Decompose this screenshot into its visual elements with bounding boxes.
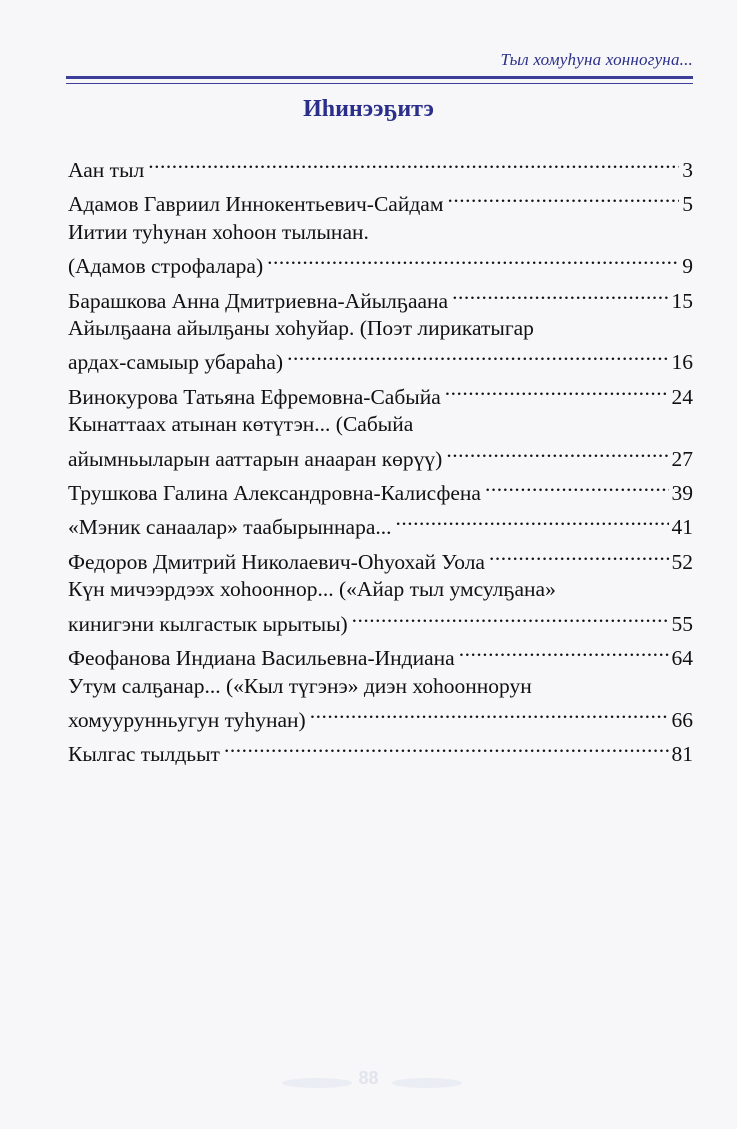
- toc-entry: [68, 473, 693, 507]
- page-number: 88: [358, 1068, 379, 1088]
- toc-entry: [68, 281, 693, 315]
- toc-entry-line: [68, 150, 693, 184]
- toc-entry-title: Федоров Дмитрий Николаевич-Оһуохай Уола: [68, 549, 485, 574]
- toc-entry-title: (Адамов строфалара): [68, 254, 264, 279]
- toc-entry: [68, 542, 693, 576]
- toc-entry: [68, 315, 693, 377]
- table-of-contents: [68, 150, 693, 769]
- toc-entry-title-line: Күн мичээрдээх хоһооннор... («Айар тыл умсулҕана»: [68, 577, 556, 602]
- dot-leader: [452, 281, 668, 308]
- toc-entry: [68, 219, 693, 281]
- toc-entry-title: хомуурунньугун туһунан): [68, 707, 306, 732]
- dot-leader: [489, 542, 669, 569]
- toc-entry-line: [68, 638, 693, 672]
- dot-leader: [287, 342, 668, 369]
- toc-entry-line: [68, 439, 693, 473]
- toc-page-number: 39: [671, 481, 693, 506]
- dot-leader: [459, 638, 669, 665]
- dot-leader: [446, 439, 668, 466]
- running-header: Тыл хомуһуна хонногуна...: [500, 50, 693, 69]
- toc-entry: [68, 576, 693, 638]
- toc-entry-title: «Мэник санаалар» таабырыннара...: [68, 515, 392, 540]
- toc-entry: [68, 734, 693, 768]
- toc-entry: [68, 150, 693, 184]
- toc-page-number: 66: [671, 707, 693, 732]
- dot-leader: [352, 604, 669, 631]
- toc-entry-title: Барашкова Анна Дмитриевна-Айылҕаана: [68, 288, 449, 313]
- toc-entry-line: [68, 604, 693, 638]
- toc-entry-line: [68, 342, 693, 376]
- toc-entry: [68, 673, 693, 735]
- toc-entry-line: [68, 281, 693, 315]
- toc-entry-title: айымньыларын ааттарын анааран көрүү): [68, 446, 443, 471]
- toc-page-number: 55: [671, 611, 693, 636]
- dot-leader: [445, 377, 669, 404]
- toc-entry-title-line: Кынаттаах атынан көтүтэн... (Сабыйа: [68, 412, 414, 437]
- toc-entry: [68, 507, 693, 541]
- dot-leader: [267, 246, 679, 273]
- toc-entry: [68, 184, 693, 218]
- toc-page-number: 81: [671, 742, 693, 767]
- toc-page-number: 52: [671, 549, 693, 574]
- toc-entry-line: [68, 700, 693, 734]
- toc-entry-title: Феофанова Индиана Васильевна-Индиана: [68, 646, 455, 671]
- toc-entry-title: ардах-самыыр убараһа): [68, 350, 284, 375]
- toc-page-number: 16: [671, 350, 693, 375]
- toc-entry-title-line: Иитии туһунан хоһоон тылынан.: [68, 219, 369, 244]
- toc-entry-title: Трушкова Галина Александровна-Калисфена: [68, 481, 481, 506]
- toc-entry-title: Винокурова Татьяна Ефремовна-Сабыйа: [68, 384, 441, 409]
- dot-leader: [485, 473, 669, 500]
- toc-entry-line: [68, 734, 693, 768]
- page-title: Иһинээҕитэ: [303, 96, 434, 122]
- toc-entry-title-line: Утум салҕанар... («Кыл түгэнэ» диэн хоһооннорун: [68, 673, 532, 698]
- toc-entry-title: Аан тыл: [68, 158, 145, 182]
- toc-entry: [68, 377, 693, 411]
- toc-page-number: 9: [682, 254, 693, 279]
- toc-page-number: 15: [671, 288, 693, 313]
- toc-page-number: 64: [671, 646, 693, 671]
- dot-leader: [310, 700, 669, 727]
- toc-entry-line: [68, 377, 693, 411]
- toc-entry-title: Адамов Гавриил Иннокентьевич-Сайдам: [68, 192, 444, 217]
- toc-entry-title: Кылгас тылдьыт: [68, 742, 220, 767]
- toc-entry-line: [68, 184, 693, 218]
- dot-leader: [148, 150, 679, 177]
- header-rule: [66, 76, 693, 79]
- toc-page-number: 3: [682, 158, 693, 182]
- header-rule-thin: [66, 83, 693, 84]
- dot-leader: [224, 734, 669, 761]
- toc-entry-line: [68, 473, 693, 507]
- dot-leader: [447, 184, 679, 211]
- toc-entry: [68, 638, 693, 672]
- toc-entry-line: [68, 246, 693, 280]
- toc-page-number: 24: [671, 384, 693, 409]
- toc-page-number: 27: [671, 446, 693, 471]
- toc-entry-title-line: Айылҕаана айылҕаны хоһуйар. (Поэт лирикатыгар: [68, 316, 534, 341]
- toc-entry-line: [68, 507, 693, 541]
- toc-page-number: 5: [682, 192, 693, 217]
- toc-entry-title: кинигэни кылгастык ырытыы): [68, 611, 348, 636]
- toc-page-number: 41: [671, 515, 693, 540]
- toc-entry-line: [68, 542, 693, 576]
- toc-entry: [68, 411, 693, 473]
- dot-leader: [396, 507, 669, 534]
